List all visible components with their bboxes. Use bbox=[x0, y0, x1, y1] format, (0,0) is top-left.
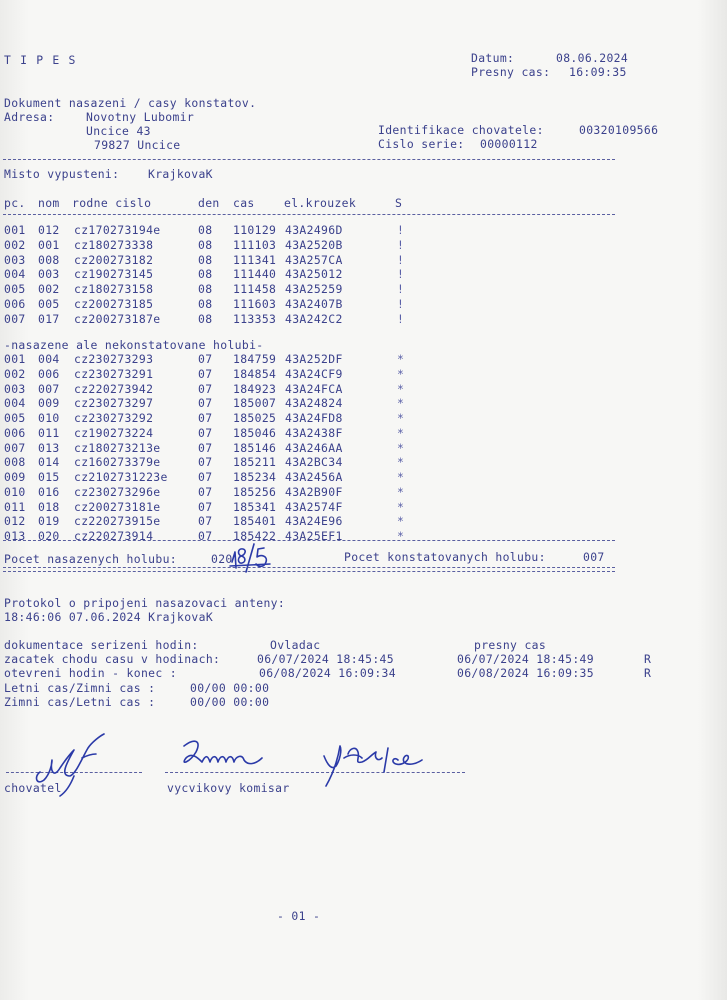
row-chip: 43A25012 bbox=[285, 267, 343, 282]
row-chip: 43A2496D bbox=[285, 223, 343, 237]
row-status: * bbox=[397, 381, 405, 396]
date-label: Datum: bbox=[471, 51, 515, 65]
row-pc: 009 bbox=[4, 470, 26, 484]
row-pc: 013 bbox=[4, 529, 26, 543]
series-label: Cislo serie: bbox=[378, 137, 465, 151]
row-time: 111603 bbox=[233, 297, 277, 311]
row-nom: 010 bbox=[38, 411, 60, 425]
summer-time-label: Letni cas/Zimni cas : bbox=[4, 681, 156, 695]
row-nom: 006 bbox=[38, 366, 60, 381]
commissioner-signature bbox=[172, 732, 272, 778]
row-pc: 012 bbox=[4, 514, 26, 529]
row-ring: cz230273291 bbox=[74, 366, 154, 381]
row-time: 110129 bbox=[233, 223, 277, 237]
release-label: Misto vypusteni: bbox=[4, 167, 120, 181]
row-pc: 005 bbox=[4, 411, 26, 425]
row-nom: 019 bbox=[38, 514, 60, 529]
row-time: 184759 bbox=[233, 352, 277, 366]
row-nom: 012 bbox=[38, 223, 60, 237]
row-day: 07 bbox=[198, 499, 213, 514]
breeder-id-label: Identifikace chovatele: bbox=[378, 123, 544, 137]
row-status: ! bbox=[397, 267, 405, 282]
row-time: 185256 bbox=[233, 484, 277, 499]
row-ring: cz160273379e bbox=[74, 455, 161, 470]
row-chip: 43A2407B bbox=[285, 297, 343, 311]
clock-row-exact: 06/07/2024 18:45:49 bbox=[457, 652, 594, 666]
clock-row-controller: 06/07/2024 18:45:45 bbox=[257, 652, 394, 666]
row-day: 07 bbox=[198, 455, 213, 470]
basketed-value: 020 bbox=[211, 552, 233, 566]
row-nom: 004 bbox=[38, 352, 60, 366]
clocked-value: 007 bbox=[583, 550, 605, 564]
row-nom: 014 bbox=[38, 455, 60, 470]
divider bbox=[3, 214, 615, 215]
row-status: * bbox=[397, 411, 405, 425]
row-ring: cz2102731223e bbox=[74, 470, 168, 484]
row-time: 111440 bbox=[233, 267, 277, 282]
row-ring: cz220273915e bbox=[74, 514, 161, 529]
col-pc: pc. bbox=[4, 196, 26, 210]
row-pc: 002 bbox=[4, 237, 26, 252]
row-pc: 007 bbox=[4, 311, 26, 326]
col-chip: el.krouzek bbox=[284, 196, 357, 210]
col-ring: rodne cislo bbox=[72, 196, 152, 210]
clock-row-label: otevreni hodin - konec : bbox=[4, 666, 177, 680]
row-time: 185146 bbox=[233, 440, 277, 455]
row-time: 113353 bbox=[233, 311, 277, 326]
row-ring: cz180273213e bbox=[74, 440, 161, 455]
breeder-street: Uncice 43 bbox=[86, 124, 151, 138]
row-time: 185422 bbox=[233, 529, 277, 543]
clock-doc-label: dokumentace serizeni hodin: bbox=[4, 638, 199, 652]
summer-time-value: 00/00 00:00 bbox=[190, 681, 270, 695]
row-day: 07 bbox=[198, 440, 213, 455]
row-status: * bbox=[397, 484, 405, 499]
row-pc: 006 bbox=[4, 297, 26, 311]
row-ring: cz220273914 bbox=[74, 529, 154, 543]
row-day: 07 bbox=[198, 366, 213, 381]
row-chip: 43A252DF bbox=[285, 352, 343, 366]
row-chip: 43A2BC34 bbox=[285, 455, 343, 470]
row-pc: 005 bbox=[4, 282, 26, 297]
row-status: ! bbox=[397, 311, 405, 326]
row-ring: cz200273181e bbox=[74, 499, 161, 514]
row-status: ! bbox=[397, 252, 405, 267]
time-label: Presny cas: bbox=[471, 65, 551, 79]
protocol-title: Protokol o pripojeni nasazovaci anteny: bbox=[4, 596, 286, 610]
row-chip: 43A24FCA bbox=[285, 381, 343, 396]
row-pc: 004 bbox=[4, 396, 26, 411]
not-returned-title: -nasazene ale nekonstatovane holubi- bbox=[4, 338, 264, 352]
clock-col-exact: presny cas bbox=[474, 638, 547, 652]
row-chip: 43A2520B bbox=[285, 237, 343, 252]
row-chip: 43A24E96 bbox=[285, 514, 343, 529]
row-status: * bbox=[397, 366, 405, 381]
row-time: 185007 bbox=[233, 396, 277, 411]
row-day: 07 bbox=[198, 381, 213, 396]
row-nom: 017 bbox=[38, 311, 60, 326]
row-pc: 007 bbox=[4, 440, 26, 455]
commissioner-signature-label: vycvikovy komisar bbox=[167, 781, 290, 795]
row-day: 07 bbox=[198, 484, 213, 499]
row-pc: 010 bbox=[4, 484, 26, 499]
row-nom: 001 bbox=[38, 237, 60, 252]
row-pc: 001 bbox=[4, 352, 26, 366]
row-chip: 43A2438F bbox=[285, 425, 343, 440]
col-nom: nom bbox=[38, 196, 60, 210]
row-ring: cz200273182 bbox=[74, 252, 154, 267]
row-status: ! bbox=[397, 223, 405, 237]
row-ring: cz200273187e bbox=[74, 311, 161, 326]
row-pc: 008 bbox=[4, 455, 26, 470]
row-chip: 43A2456A bbox=[285, 470, 343, 484]
row-ring: cz230273297 bbox=[74, 396, 154, 411]
row-ring: cz180273338 bbox=[74, 237, 154, 252]
row-status: ! bbox=[397, 237, 405, 252]
row-ring: cz170273194e bbox=[74, 223, 161, 237]
series-value: 00000112 bbox=[480, 137, 538, 151]
row-day: 07 bbox=[198, 470, 213, 484]
row-day: 08 bbox=[198, 237, 213, 252]
row-status: * bbox=[397, 529, 405, 543]
row-chip: 43A25259 bbox=[285, 282, 343, 297]
row-day: 07 bbox=[198, 529, 213, 543]
row-nom: 005 bbox=[38, 297, 60, 311]
winter-time-value: 00/00 00:00 bbox=[190, 695, 270, 709]
row-day: 08 bbox=[198, 252, 213, 267]
row-time: 185401 bbox=[233, 514, 277, 529]
row-nom: 002 bbox=[38, 282, 60, 297]
clock-row-label: zacatek chodu casu v hodinach: bbox=[4, 652, 221, 666]
row-chip: 43A257CA bbox=[285, 252, 343, 267]
clock-row-flag: R bbox=[644, 666, 652, 680]
row-status: * bbox=[397, 425, 405, 440]
row-pc: 001 bbox=[4, 223, 26, 237]
row-day: 07 bbox=[198, 396, 213, 411]
row-status: ! bbox=[397, 282, 405, 297]
row-chip: 43A246AA bbox=[285, 440, 343, 455]
row-day: 08 bbox=[198, 311, 213, 326]
row-nom: 008 bbox=[38, 252, 60, 267]
date-value: 08.06.2024 bbox=[556, 51, 629, 65]
row-pc: 003 bbox=[4, 252, 26, 267]
row-nom: 020 bbox=[38, 529, 60, 543]
row-day: 08 bbox=[198, 282, 213, 297]
row-status: ! bbox=[397, 297, 405, 311]
row-time: 185025 bbox=[233, 411, 277, 425]
breeder-id: 00320109566 bbox=[579, 123, 659, 137]
clock-col-controller: Ovladac bbox=[270, 638, 321, 652]
row-ring: cz230273296e bbox=[74, 484, 161, 499]
basketed-label: Pocet nasazenych holubu: bbox=[4, 552, 177, 566]
page-number: - 01 - bbox=[277, 909, 321, 923]
row-nom: 015 bbox=[38, 470, 60, 484]
time-value: 16:09:35 bbox=[569, 65, 627, 79]
clock-row-flag: R bbox=[644, 652, 652, 666]
row-pc: 003 bbox=[4, 381, 26, 396]
protocol-line: 18:46:06 07.06.2024 KrajkovaK bbox=[4, 610, 214, 624]
row-time: 111103 bbox=[233, 237, 277, 252]
row-status: * bbox=[397, 455, 405, 470]
row-ring: cz190273145 bbox=[74, 267, 154, 282]
row-chip: 43A24CF9 bbox=[285, 366, 343, 381]
row-nom: 007 bbox=[38, 381, 60, 396]
row-ring: cz200273185 bbox=[74, 297, 154, 311]
row-status: * bbox=[397, 470, 405, 484]
witness-signature bbox=[318, 736, 438, 790]
col-status: S bbox=[395, 196, 403, 210]
breeder-name: Novotny Lubomir bbox=[86, 110, 195, 124]
clocked-label: Pocet konstatovanych holubu: bbox=[344, 550, 546, 564]
row-status: * bbox=[397, 352, 405, 366]
row-time: 184923 bbox=[233, 381, 277, 396]
row-chip: 43A242C2 bbox=[285, 311, 343, 326]
winter-time-label: Zimni cas/Letni cas : bbox=[4, 695, 156, 709]
row-day: 07 bbox=[198, 425, 213, 440]
clock-row-controller: 06/08/2024 16:09:34 bbox=[259, 666, 396, 680]
row-status: * bbox=[397, 440, 405, 455]
row-nom: 013 bbox=[38, 440, 60, 455]
row-chip: 43A2B90F bbox=[285, 484, 343, 499]
row-ring: cz220273942 bbox=[74, 381, 154, 396]
row-chip: 43A24FD8 bbox=[285, 411, 343, 425]
row-chip: 43A25EF1 bbox=[285, 529, 343, 543]
col-day: den bbox=[198, 196, 220, 210]
divider bbox=[3, 159, 615, 160]
row-pc: 011 bbox=[4, 499, 26, 514]
row-day: 08 bbox=[198, 223, 213, 237]
row-time: 185341 bbox=[233, 499, 277, 514]
row-status: * bbox=[397, 396, 405, 411]
row-ring: cz230273292 bbox=[74, 411, 154, 425]
row-pc: 004 bbox=[4, 267, 26, 282]
row-ring: cz180273158 bbox=[74, 282, 154, 297]
breeder-city: 79827 Uncice bbox=[94, 138, 181, 152]
breeder-signature-label: chovatel bbox=[4, 781, 62, 795]
row-time: 111341 bbox=[233, 252, 277, 267]
row-time: 185046 bbox=[233, 425, 277, 440]
row-pc: 006 bbox=[4, 425, 26, 440]
brand-title: T I P E S bbox=[4, 53, 77, 67]
row-day: 08 bbox=[198, 267, 213, 282]
row-nom: 003 bbox=[38, 267, 60, 282]
divider bbox=[3, 540, 615, 541]
row-day: 08 bbox=[198, 297, 213, 311]
row-nom: 009 bbox=[38, 396, 60, 411]
row-time: 185234 bbox=[233, 470, 277, 484]
row-day: 07 bbox=[198, 352, 213, 366]
row-day: 07 bbox=[198, 514, 213, 529]
address-label: Adresa: bbox=[4, 110, 55, 124]
row-pc: 002 bbox=[4, 366, 26, 381]
row-ring: cz190273224 bbox=[74, 425, 154, 440]
row-chip: 43A24824 bbox=[285, 396, 343, 411]
col-time: cas bbox=[233, 196, 255, 210]
row-status: * bbox=[397, 499, 405, 514]
row-day: 07 bbox=[198, 411, 213, 425]
row-status: * bbox=[397, 514, 405, 529]
clock-row-exact: 06/08/2024 16:09:35 bbox=[457, 666, 594, 680]
row-ring: cz230273293 bbox=[74, 352, 154, 366]
row-chip: 43A2574F bbox=[285, 499, 343, 514]
row-nom: 018 bbox=[38, 499, 60, 514]
double-divider bbox=[3, 567, 615, 572]
row-nom: 016 bbox=[38, 484, 60, 499]
release-place: KrajkovaK bbox=[148, 167, 213, 181]
row-time: 185211 bbox=[233, 455, 277, 470]
row-nom: 011 bbox=[38, 425, 60, 440]
row-time: 184854 bbox=[233, 366, 277, 381]
document-title: Dokument nasazeni / casy konstatov. bbox=[4, 96, 257, 110]
row-time: 111458 bbox=[233, 282, 277, 297]
